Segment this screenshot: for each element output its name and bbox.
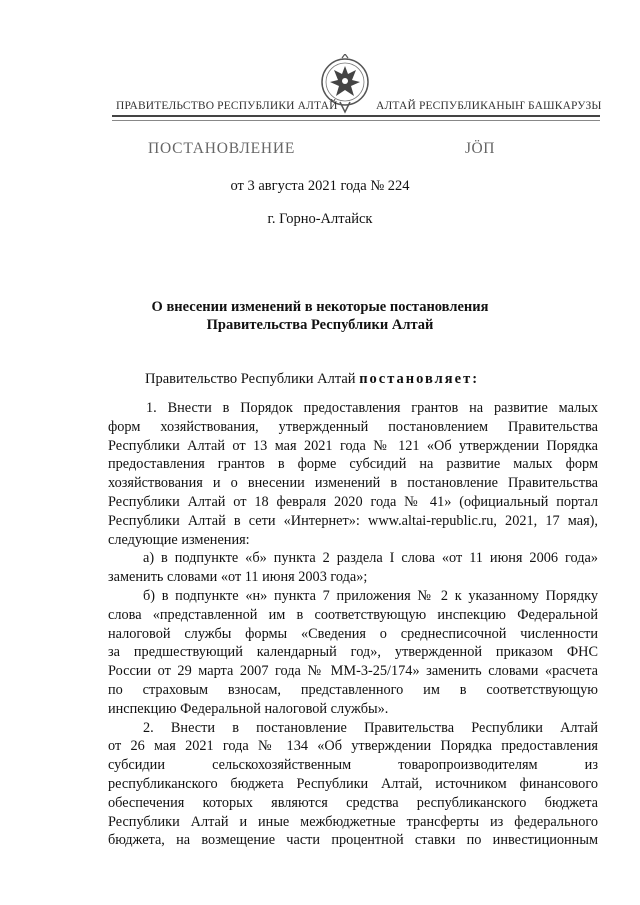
document-type-russian: ПОСТАНОВЛЕНИЕ (148, 140, 296, 157)
body-line: 1. Внести в Порядок предоставления грантов на развитие малых (146, 400, 598, 416)
government-name-russian: ПРАВИТЕЛЬСТВО РЕСПУБЛИКИ АЛТАЙ (116, 100, 338, 112)
body-line: б) в подпункте «н» пункта 7 приложения № 2 к указанному Порядку (143, 587, 598, 604)
document-body (108, 399, 598, 850)
government-name-altai: АЛТАЙ РЕСПУБЛИКАНЫҤ БАШКАРУЗЫ (376, 100, 602, 112)
document-title (0, 298, 640, 334)
body-line: Республики Алтай от 13 мая 2021 года № 121 «Об утверждении Порядка (108, 437, 598, 454)
intro-prefix: Правительство Республики Алтай (145, 371, 356, 387)
title-line-2: Правительства Республики Алтай (206, 317, 434, 333)
body-line: 2. Внести в постановление Правительства Республики Алтай (143, 719, 598, 736)
body-line: России от 29 марта 2007 года № ММ-3-25/174» заменить словами «расчета (108, 663, 598, 680)
body-line: за предшествующий календарный год», утвержденной приказом ФНС (108, 644, 598, 661)
body-line: Республики Алтай от 18 февраля 2020 года № 41» (официальный портал (108, 493, 598, 510)
document-city: г. Горно-Алтайск (267, 211, 373, 227)
body-line: предоставления грантов в форме субсидий на развитие малых форм (108, 456, 598, 473)
body-line: заменить словами «от 11 июня 2003 года»; (108, 569, 368, 586)
body-line: Республики Алтай в сети «Интернет»: www.altai-republic.ru, 2021, 17 мая), (108, 512, 598, 529)
body-line: налоговой службы формы «Сведения о среднесписочной численности (108, 625, 598, 642)
header-divider-thin (112, 120, 600, 121)
body-line: бюджета, на возмещение части процентной ставки по инвестиционным (108, 832, 598, 849)
header-divider (112, 115, 600, 117)
resolution-intro (145, 371, 479, 388)
body-line: форм хозяйствования, утвержденный постановлением Правительства (108, 418, 598, 435)
body-line: слова «представленной им в соответствующую инспекцию Федеральной (108, 606, 598, 623)
body-line: следующие изменения: (108, 531, 250, 548)
body-line: субсидии сельскохозяйственным товаропроизводителям из (108, 757, 598, 774)
title-line-1: О внесении изменений в некоторые постановления (151, 299, 489, 315)
body-line: республиканского бюджета Республики Алтай, источником финансового (108, 775, 598, 792)
document-type-altai: JÖП (465, 140, 495, 157)
body-line: Республики Алтай и иные межбюджетные трансферты из федерального (108, 813, 598, 830)
body-line: от 26 мая 2021 года № 134 «Об утверждении Порядка предоставления (108, 738, 598, 755)
body-line: обеспечения которых являются средства республиканского бюджета (108, 794, 598, 811)
body-line: инспекцию Федеральной налоговой службы». (108, 700, 389, 717)
intro-verb: постановляет: (359, 371, 480, 387)
document-date-number: от 3 августа 2021 года № 224 (230, 178, 410, 194)
body-line: хозяйствования и о внесении изменений в постановление Правительства (108, 475, 598, 492)
body-line: а) в подпункте «б» пункта 2 раздела I слова «от 11 июня 2006 года» (143, 550, 598, 567)
body-line: по страховым взносам, представленного им в соответствующую (108, 681, 598, 698)
